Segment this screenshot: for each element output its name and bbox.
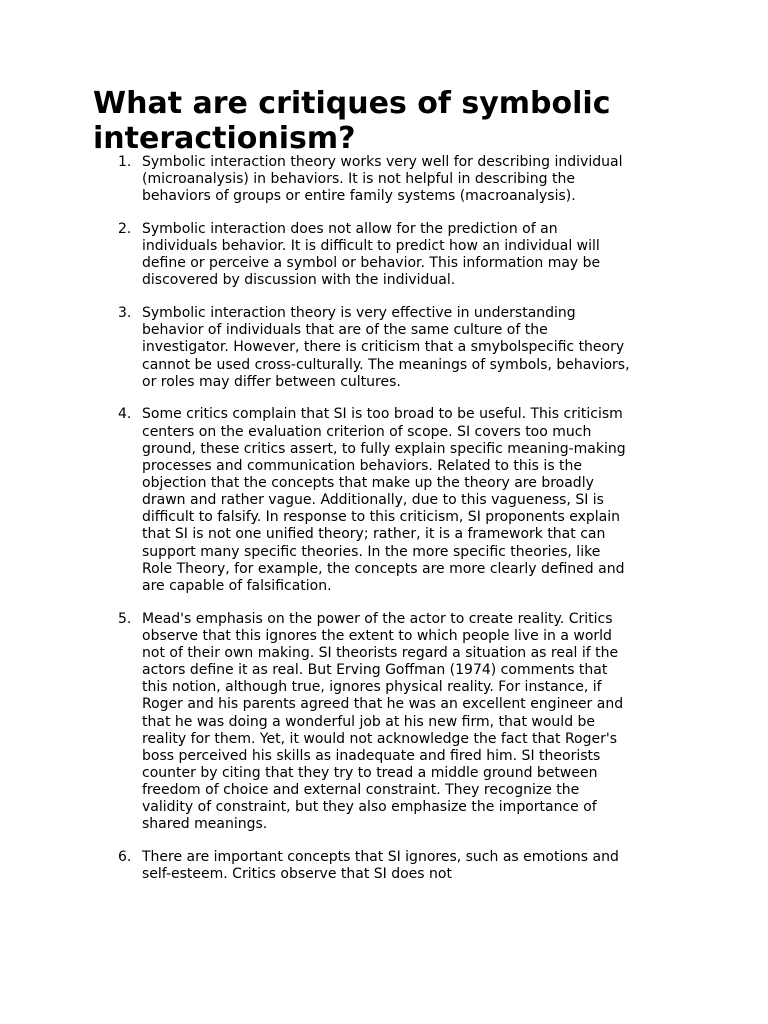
list-item-number: 5. (118, 610, 132, 627)
page-title: What are critiques of symbolic interactionism? (93, 86, 611, 156)
list-item (118, 305, 630, 391)
list-item-text: Symbolic interaction does not allow for the prediction of an individuals behavior. It is difficult to predict how an individual will define or perceive a symbol or behavior. This information may be discovered by discussion with the individual. (142, 220, 601, 289)
list-item-number: 3. (118, 305, 132, 322)
list-item (118, 849, 630, 883)
list-item-text: There are important concepts that SI ignores, such as emotions and self-esteem. Critics observe that SI does not (142, 849, 619, 883)
list-item-number: 4. (118, 406, 132, 423)
list-item-text: Symbolic interaction theory is very effective in understanding behavior of individuals that are of the same culture of the investigator. However, there is criticism that a smybolspecific theory cannot be used cross-culturally. The meanings of symbols, behaviors, or roles may differ between cultures. (142, 305, 630, 390)
list-item (118, 406, 630, 595)
list-item (118, 611, 630, 834)
list-item-text: Symbolic interaction theory works very well for describing individual (microanalysis) in behaviors. It is not helpful in describing the behaviors of groups or entire family systems (macroanalysis). (142, 154, 623, 205)
list-item-text: Mead's emphasis on the power of the actor to create reality. Critics observe that this ignores the extent to which people live in a world not of their own making. SI theorists regard a situation as real if the actors define it as real. But Erving Goffman (1974) comments that this notion, although true, ignores physical reality. For instance, if Roger and his parents agreed that he was an excellent engineer and that he was doing a wonderful job at his new firm, that would be reality for them. Yet, it would not acknowledge the fact that Roger's boss perceived his skills as inadequate and fired him. SI theorists counter by citing that they try to tread a middle ground between freedom of choice and external constraint. They recognize the validity of constraint, but they also emphasize the importance of shared meanings. (142, 610, 624, 833)
critique-list (118, 154, 630, 899)
list-item (118, 221, 630, 290)
list-item-text: Some critics complain that SI is too broad to be useful. This criticism centers on the evaluation criterion of scope. SI covers too much ground, these critics assert, to fully explain specific meaning-making processes and communication behaviors. Related to this is the objection that the concepts that make up the theory are broadly drawn and rather vague. Additionally, due to this vagueness, SI is difficult to falsify. In response to this criticism, SI proponents explain that SI is not one unified theory; rather, it is a framework that can support many specific theories. In the more specific theories, like Role Theory, for example, the concepts are more clearly defined and are capable of falsification. (142, 406, 626, 594)
list-item-number: 2. (118, 220, 132, 237)
list-item-number: 1. (118, 154, 132, 170)
list-item (118, 154, 630, 205)
list-item-number: 6. (118, 849, 132, 866)
